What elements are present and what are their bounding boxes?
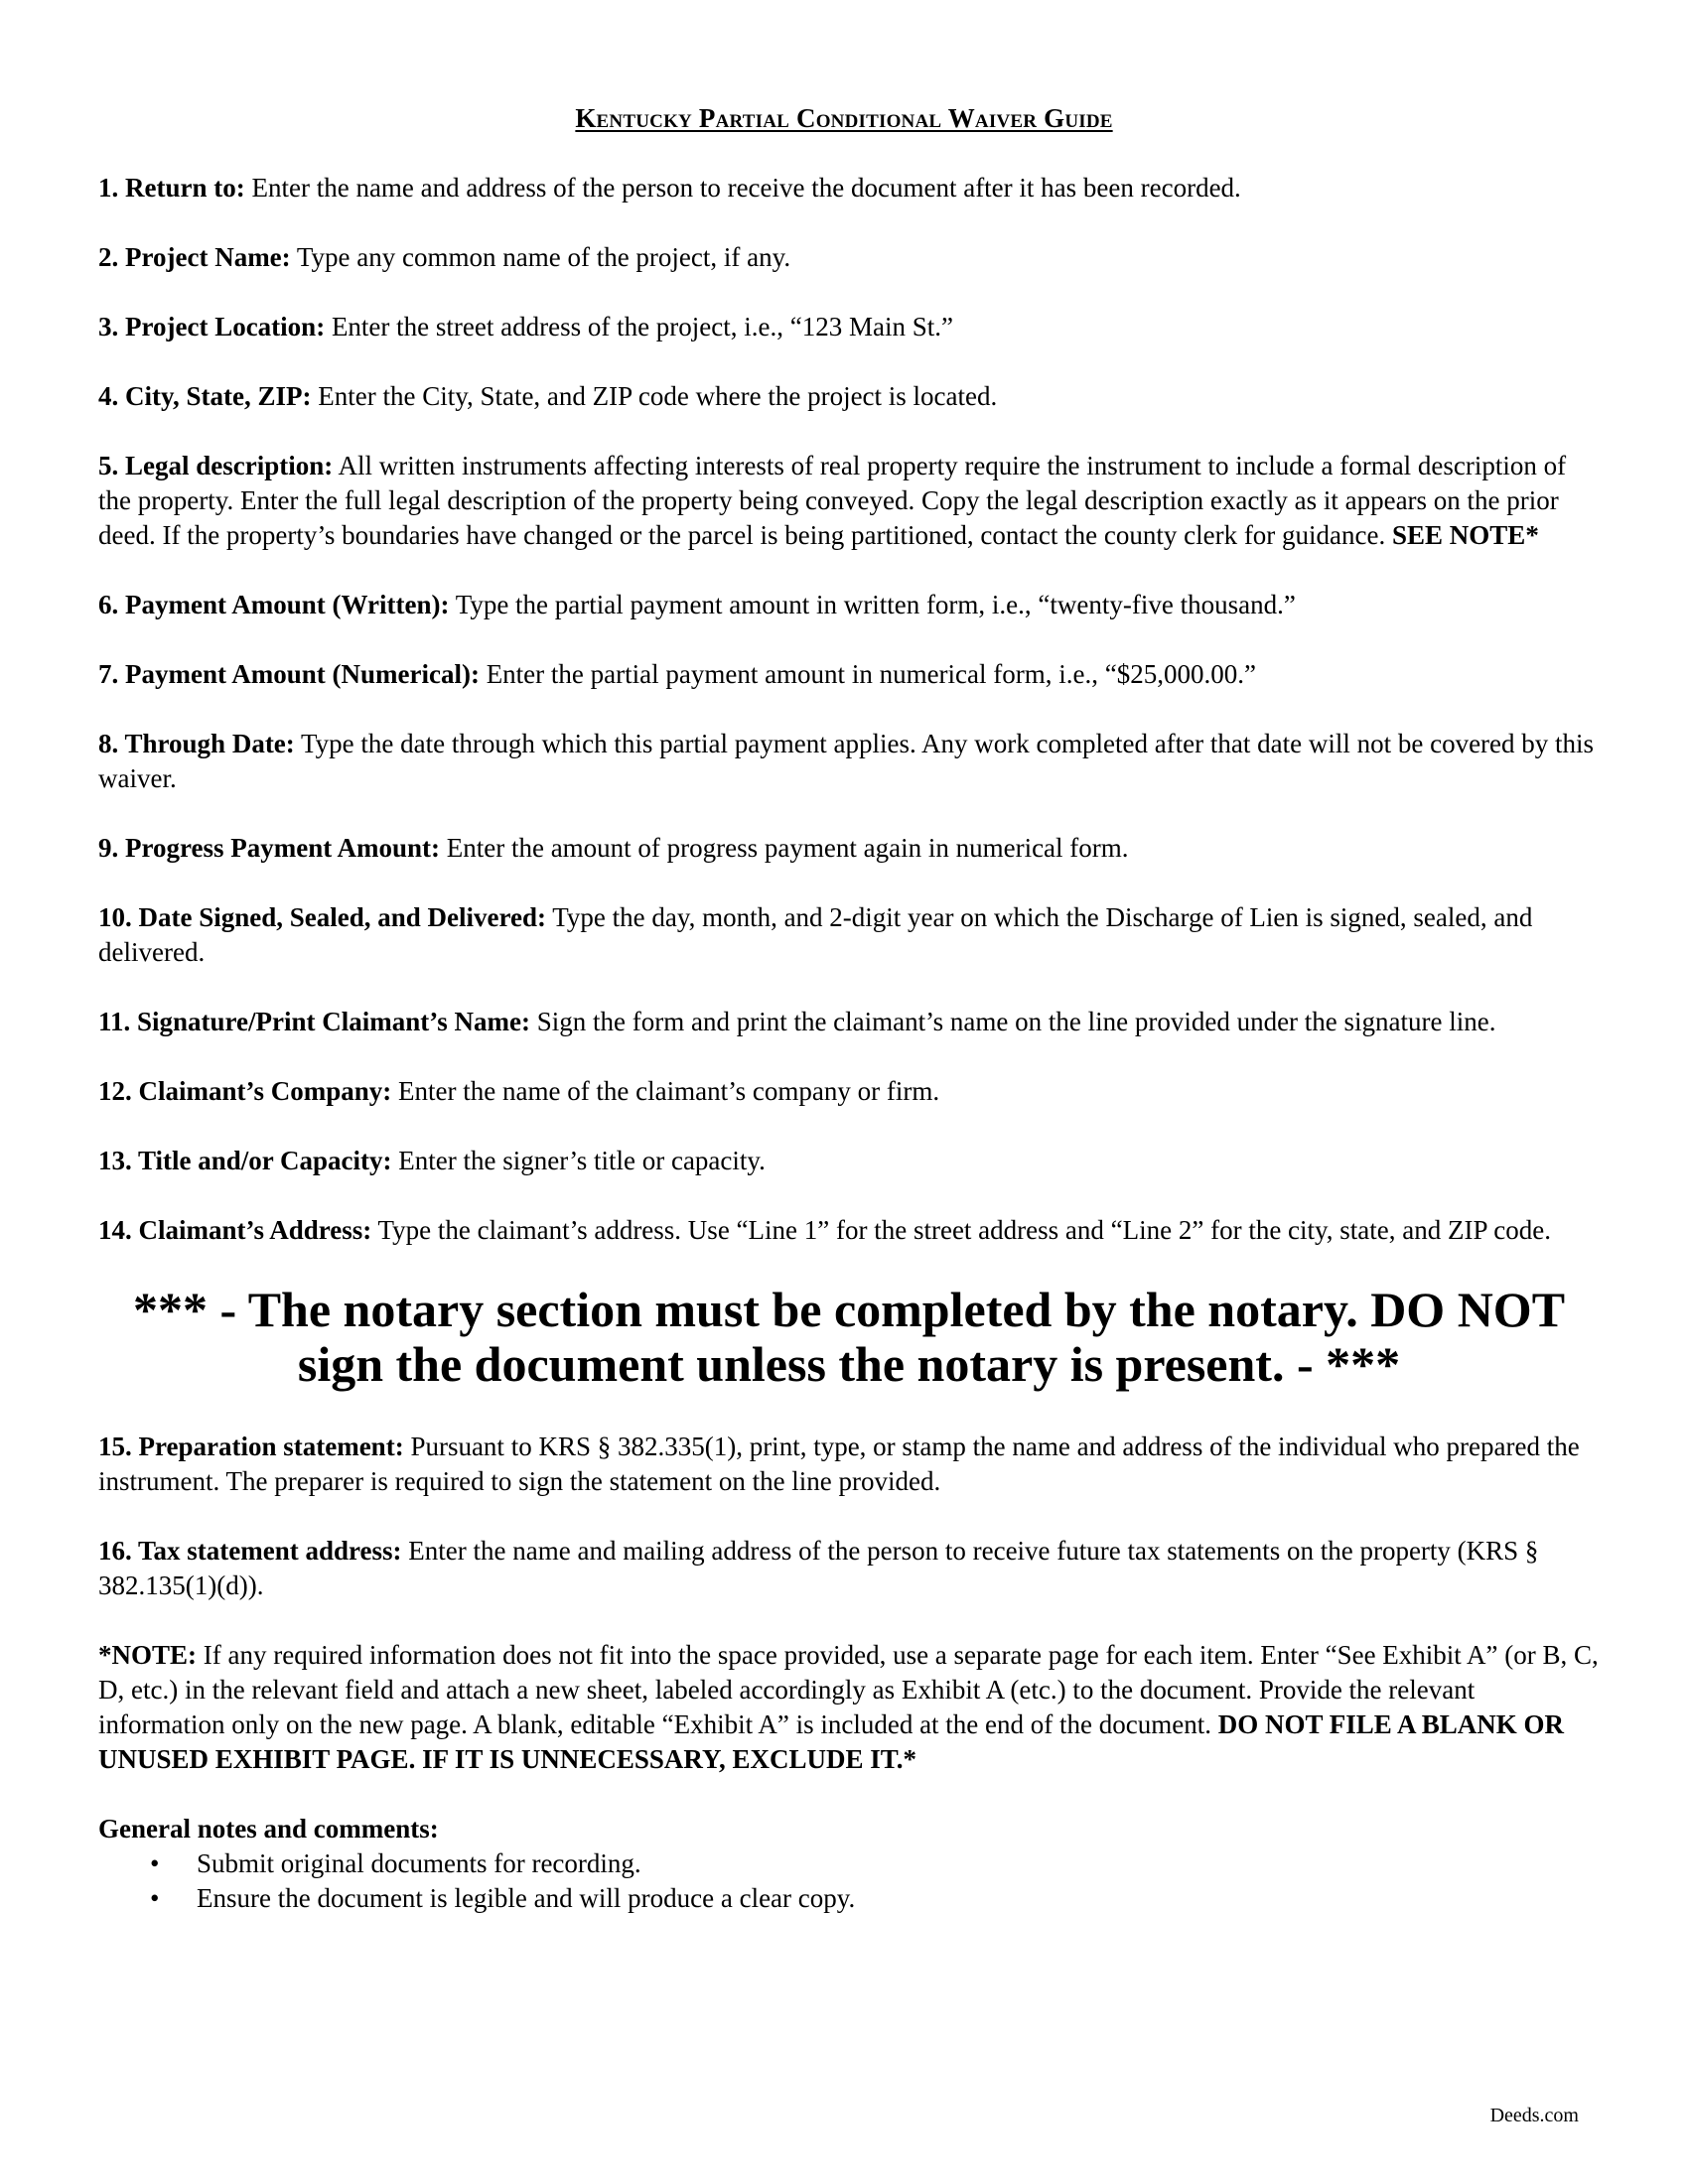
instruction-text: Type the partial payment amount in written form, i.e., “twenty-five thousand.” [449, 590, 1296, 619]
bullet-icon: • [150, 1883, 160, 1913]
instruction-item [98, 449, 1600, 553]
instruction-item [98, 727, 1600, 796]
instruction-text: Enter the street address of the project, i.e., “123 Main St.” [325, 312, 953, 341]
list-item [150, 1846, 1600, 1881]
see-note-reference: SEE NOTE* [1392, 520, 1539, 550]
instruction-item [98, 588, 1600, 622]
instruction-label: 11. Signature/Print Claimant’s Name: [98, 1007, 530, 1036]
instruction-label: 2. Project Name: [98, 242, 291, 272]
instruction-item [98, 171, 1600, 205]
instruction-text: Enter the City, State, and ZIP code where the project is located. [311, 381, 998, 411]
instruction-label: 14. Claimant’s Address: [98, 1215, 372, 1245]
instruction-label: 6. Payment Amount (Written): [98, 590, 450, 619]
notary-warning-line: *** - The notary section must be completed by the notary. DO NOT [132, 1282, 1566, 1337]
list-item-text: Ensure the document is legible and will produce a clear copy. [197, 1883, 856, 1913]
instruction-item [98, 1005, 1600, 1039]
exhibit-note [98, 1638, 1600, 1777]
instruction-text: Type the date through which this partial payment applies. Any work completed after that date will not be covered by this waiver. [98, 729, 1595, 793]
instruction-item [98, 310, 1600, 344]
instruction-item [98, 1213, 1600, 1248]
instruction-text: Enter the partial payment amount in numerical form, i.e., “$25,000.00.” [479, 659, 1256, 689]
instruction-item [98, 900, 1600, 970]
note-label: *NOTE: [98, 1640, 198, 1670]
instruction-label: 4. City, State, ZIP: [98, 381, 312, 411]
note-text: If any required information does not fit into the space provided, use a separate page for each item. Enter “See Exhibit A” (or B, C, D, etc.) in the relevant field and attach a new sheet, labeled accordingly as Exhibit A (etc.) to the document. Provide the relevant information only on the new page. A blank, editable “Exhibit A” is included at the end of the document. [98, 1640, 1599, 1739]
instruction-item [98, 831, 1600, 866]
document-title: Kentucky Partial Conditional Waiver Guide [575, 103, 1113, 133]
instruction-label: 15. Preparation statement: [98, 1432, 404, 1461]
general-notes-heading: General notes and comments: [98, 1814, 439, 1843]
instruction-text: Pursuant to KRS § 382.335(1), print, type, or stamp the name and address of the individual who prepared the instrument. The preparer is required to sign the statement on the line provided. [98, 1432, 1580, 1496]
instruction-item [98, 1430, 1600, 1499]
instruction-item [98, 1144, 1600, 1178]
instruction-label: 16. Tax statement address: [98, 1536, 402, 1566]
instruction-item [98, 379, 1600, 414]
instruction-text: Type any common name of the project, if any. [290, 242, 791, 272]
instruction-label: 13. Title and/or Capacity: [98, 1146, 392, 1175]
instruction-label: 3. Project Location: [98, 312, 326, 341]
instruction-text: Sign the form and print the claimant’s name on the line provided under the signature line. [529, 1007, 1496, 1036]
instruction-item [98, 1074, 1600, 1109]
instruction-label: 5. Legal description: [98, 451, 334, 480]
instruction-item [98, 1534, 1600, 1603]
instruction-text: Type the day, month, and 2-digit year on which the Discharge of Lien is signed, sealed, and delivered. [98, 902, 1533, 967]
list-item [150, 1881, 1600, 1916]
instruction-text: Type the claimant’s address. Use “Line 1” for the street address and “Line 2” for the city, state, and ZIP code. [371, 1215, 1551, 1245]
instruction-text: Enter the name of the claimant’s company or firm. [391, 1076, 940, 1106]
list-item-text: Submit original documents for recording. [197, 1848, 641, 1878]
instruction-text: Enter the name and mailing address of the person to receive future tax statements on the property (KRS § 382.135(1)(d)). [98, 1536, 1539, 1600]
instruction-label: 12. Claimant’s Company: [98, 1076, 392, 1106]
notary-warning-line: sign the document unless the notary is present. - *** [297, 1336, 1401, 1392]
footer-brand: Deeds.com [1489, 2105, 1579, 2126]
instruction-item [98, 240, 1600, 275]
bullet-icon: • [150, 1848, 160, 1878]
instruction-text: All written instruments affecting interests of real property require the instrument to include a formal description of the property. Enter the full legal description of the property being conveyed. Copy the legal description exactly as it appears on the prior deed. If the property’s boundaries have changed or the parcel is being partitioned, contact the county clerk for guidance. [98, 451, 1567, 550]
instruction-text: Enter the amount of progress payment again in numerical form. [439, 833, 1129, 863]
instruction-text: Enter the name and address of the person to receive the document after it has been recorded. [244, 173, 1241, 203]
note-warning: DO NOT FILE A BLANK OR UNUSED EXHIBIT PAGE. IF IT IS UNNECESSARY, EXCLUDE IT.* [98, 1709, 1565, 1774]
instruction-label: 10. Date Signed, Sealed, and Delivered: [98, 902, 546, 932]
document-body [98, 171, 1600, 1916]
instruction-label: 1. Return to: [98, 173, 245, 203]
notary-warning [69, 1283, 1629, 1392]
general-notes-list [98, 1846, 1600, 1916]
instruction-text: Enter the signer’s title or capacity. [391, 1146, 766, 1175]
instruction-label: 9. Progress Payment Amount: [98, 833, 440, 863]
instruction-label: 7. Payment Amount (Numerical): [98, 659, 480, 689]
instruction-label: 8. Through Date: [98, 729, 295, 758]
instruction-item [98, 657, 1600, 692]
